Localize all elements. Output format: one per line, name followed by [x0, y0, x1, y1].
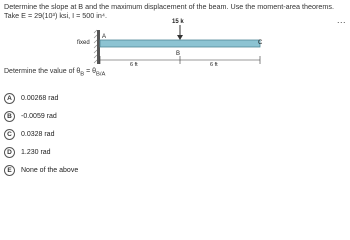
option-b-text: -0.0059 rad — [21, 112, 57, 120]
question-sub-max: B/A — [96, 71, 106, 78]
more-options-icon[interactable]: ... — [336, 15, 346, 25]
option-c[interactable] — [4, 128, 54, 140]
option-a-text: 0.00268 rad — [21, 94, 59, 102]
option-e-badge[interactable]: E — [4, 165, 15, 176]
option-e-text: None of the above — [21, 166, 79, 174]
option-d-text: 1.230 rad — [21, 148, 51, 156]
load-label: 15 k — [172, 19, 184, 25]
wall-hatching — [94, 30, 97, 63]
option-e[interactable] — [4, 164, 78, 176]
question-prefix: Determine the value of θ — [4, 68, 81, 75]
option-a[interactable] — [4, 92, 58, 104]
question-sub-b: B — [80, 71, 85, 78]
fixed-wall — [97, 30, 100, 64]
span-bc-label: 6 ft — [210, 62, 218, 68]
option-c-badge[interactable]: C — [4, 129, 15, 140]
point-a-label: A — [102, 34, 107, 40]
option-a-badge[interactable]: A — [4, 93, 15, 104]
option-d-badge[interactable]: D — [4, 147, 15, 158]
beam — [100, 40, 260, 47]
option-d[interactable] — [4, 146, 51, 158]
support-label: fixed — [77, 40, 90, 46]
option-c-text: 0.0328 rad — [21, 130, 55, 138]
question-middle: = θ — [84, 68, 97, 75]
problem-statement: Determine the slope at B and the maximum displacement of the beam. Use the moment-area theorems. Take E = 29(10³) ksi, I = 500 in⁴. — [4, 2, 334, 21]
option-b[interactable] — [4, 110, 57, 122]
dimension-line — [100, 56, 260, 64]
point-c-label: C — [258, 40, 263, 46]
span-ab-label: 6 ft — [130, 62, 138, 68]
point-b-label: B — [176, 51, 181, 57]
option-b-badge[interactable]: B — [4, 111, 15, 122]
load-arrowhead — [177, 35, 183, 40]
question-text — [4, 68, 105, 77]
